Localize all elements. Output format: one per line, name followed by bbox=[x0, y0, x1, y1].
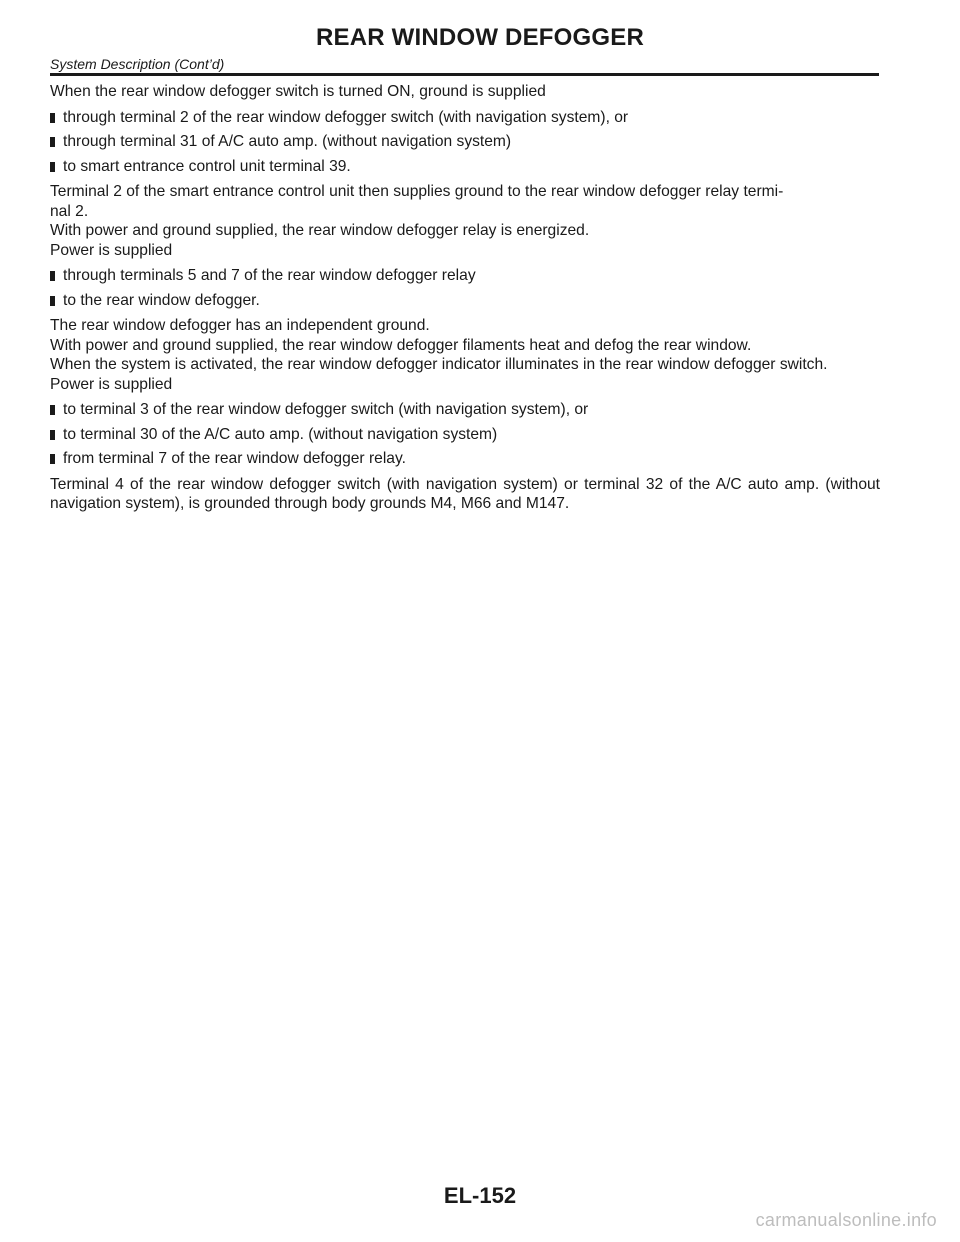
list-item: to the rear window defogger. bbox=[50, 291, 880, 311]
bullet-icon bbox=[50, 271, 55, 281]
text-line: When the system is activated, the rear window defogger indicator illuminates in the rear window defogger switch. bbox=[50, 356, 828, 373]
list-item: to terminal 3 of the rear window defogger switch (with navigation system), or bbox=[50, 400, 880, 420]
list-item: to terminal 30 of the A/C auto amp. (without navigation system) bbox=[50, 425, 880, 445]
paragraph bbox=[50, 182, 880, 260]
header-rule bbox=[50, 73, 879, 76]
page-number: EL-152 bbox=[443, 1183, 517, 1208]
text-line: Terminal 2 of the smart entrance control unit then supplies ground to the rear window defogger relay termi- bbox=[50, 183, 784, 200]
list-item: through terminals 5 and 7 of the rear window defogger relay bbox=[50, 266, 880, 286]
page-header bbox=[0, 0, 960, 80]
list-item: from terminal 7 of the rear window defogger relay. bbox=[50, 449, 880, 469]
list-item: to smart entrance control unit terminal 39. bbox=[50, 157, 880, 177]
bullet-icon bbox=[50, 296, 55, 306]
bullet-icon bbox=[50, 113, 55, 123]
bullet-icon bbox=[50, 137, 55, 147]
body-text bbox=[50, 82, 880, 520]
bullet-icon bbox=[50, 454, 55, 464]
paragraph: Terminal 4 of the rear window defogger switch (with navigation system) or terminal 32 of the A/C auto amp. (without navigation system), is grounded through body grounds M4, M66 and M147. bbox=[50, 475, 880, 512]
text-line: Power is supplied bbox=[50, 241, 173, 259]
bullet-list bbox=[50, 400, 880, 469]
text-line: Power is supplied bbox=[50, 375, 173, 393]
list-item: through terminal 2 of the rear window defogger switch (with navigation system), or bbox=[50, 108, 880, 128]
bullet-icon bbox=[50, 405, 55, 415]
paragraph bbox=[50, 316, 880, 394]
text-line: The rear window defogger has an independent ground. bbox=[50, 317, 430, 334]
bullet-list bbox=[50, 108, 880, 177]
text-line: nal 2. bbox=[50, 202, 89, 220]
page-title: REAR WINDOW DEFOGGER bbox=[316, 24, 644, 51]
bullet-icon bbox=[50, 430, 55, 440]
bullet-list bbox=[50, 266, 880, 310]
paragraph: When the rear window defogger switch is turned ON, ground is supplied bbox=[50, 83, 546, 100]
text-line: With power and ground supplied, the rear window defogger relay is energized. bbox=[50, 222, 590, 239]
bullet-icon bbox=[50, 162, 55, 172]
watermark: carmanualsonline.info bbox=[755, 1210, 937, 1230]
section-subtitle: System Description (Cont’d) bbox=[50, 56, 225, 72]
text-line: With power and ground supplied, the rear window defogger filaments heat and defog the rear window. bbox=[50, 336, 752, 354]
list-item: through terminal 31 of A/C auto amp. (without navigation system) bbox=[50, 132, 880, 152]
